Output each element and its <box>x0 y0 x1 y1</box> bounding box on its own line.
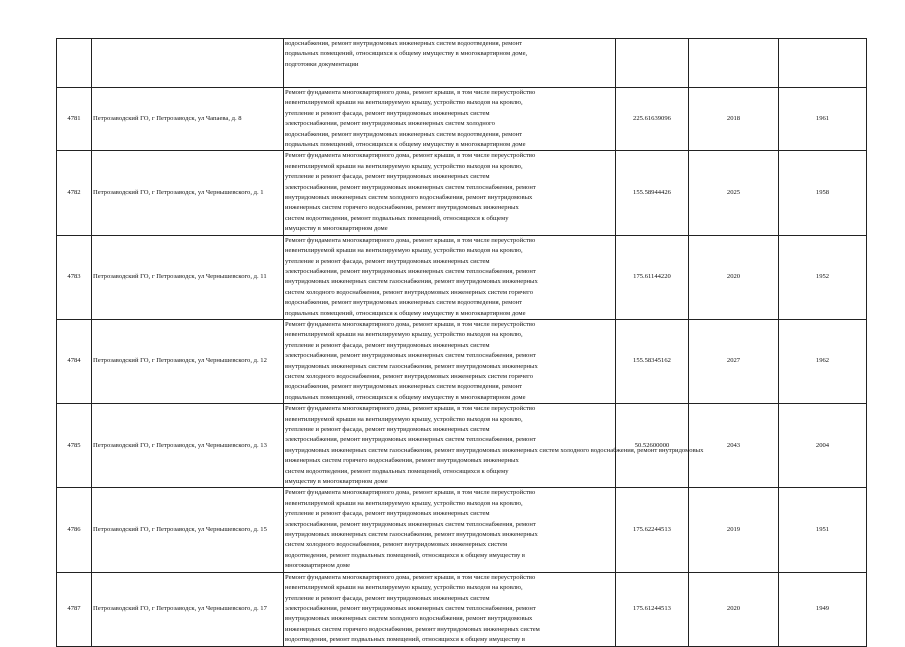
works-line: утепление и ремонт фасада, ремонт внутридомовых инженерных систем <box>285 341 490 349</box>
works-line: внутридомовых инженерных систем холодного водоснабжения, ремонт внутридомовых <box>285 615 533 623</box>
row-works <box>284 39 616 88</box>
table-row <box>57 319 867 403</box>
row-repair-year: 2020 <box>689 235 779 319</box>
works-line: электроснабжения, ремонт внутридомовых инженерных систем теплоснабжения, ремонт <box>285 436 536 444</box>
row-repair-year: 2043 <box>689 404 779 488</box>
works-line: Ремонт фундамента многоквартирного дома, ремонт крыши, в том числе переустройство <box>285 89 536 96</box>
works-line: подвальных помещений, относящихся к общему имуществу в многоквартирном доме <box>285 393 526 401</box>
row-address: Петрозаводский ГО, г Петрозаводск, ул Чернышевского, д. 1 <box>92 151 284 235</box>
works-line: невентилируемой крыши на вентилируемую крышу, устройство выходов на кровлю, <box>285 499 523 507</box>
works-line: Ремонт фундамента многоквартирного дома, ремонт крыши, в том числе переустройство <box>285 236 536 244</box>
row-works <box>284 319 616 403</box>
row-cost: 225.61639096 <box>616 88 689 151</box>
row-repair-year: 2019 <box>689 488 779 572</box>
row-build-year: 1961 <box>779 88 867 151</box>
row-repair-year: 2027 <box>689 319 779 403</box>
works-line: невентилируемой крыши на вентилируемую крышу, устройство выходов на кровлю, <box>285 247 523 255</box>
works-line: многоквартирном доме <box>285 562 351 570</box>
works-line: систем холодного водоснабжения, ремонт внутридомовых инженерных систем <box>285 541 508 549</box>
works-line: внутридомовых инженерных систем газоснабжения, ремонт внутридомовых инженерных систем холодного водоснабжения, ремонт внутридомовых <box>285 446 704 454</box>
row-address: Петрозаводский ГО, г Петрозаводск, ул Чернышевского, д. 15 <box>92 488 284 572</box>
works-line: электроснабжения, ремонт внутридомовых инженерных систем теплоснабжения, ремонт <box>285 267 536 275</box>
works-line: водоотведения, ремонт подвальных помещений, относящихся к общему имуществу в <box>285 636 526 644</box>
table-row <box>57 151 867 235</box>
works-line: водоснабжения, ремонт внутридомовых инженерных систем водоотведения, ремонт <box>285 383 523 391</box>
row-build-year: 1951 <box>779 488 867 572</box>
row-address: Петрозаводский ГО, г Петрозаводск, ул Чапаева, д. 8 <box>92 88 284 151</box>
works-line: систем холодного водоснабжения, ремонт внутридомовых инженерных систем горячего <box>285 288 534 296</box>
row-number: 4782 <box>57 151 92 235</box>
table-row <box>57 235 867 319</box>
row-address: Петрозаводский ГО, г Петрозаводск, ул Чернышевского, д. 13 <box>92 404 284 488</box>
works-line: инженерных систем горячего водоснабжения, ремонт внутридомовых инженерных <box>285 457 519 465</box>
row-number <box>57 39 92 88</box>
row-works <box>284 235 616 319</box>
table-row <box>57 404 867 488</box>
works-line: систем холодного водоснабжения, ремонт внутридомовых инженерных систем горячего <box>285 372 534 380</box>
works-line: электроснабжения, ремонт внутридомовых инженерных систем теплоснабжения, ремонт <box>285 352 536 360</box>
works-line: утепление и ремонт фасада, ремонт внутридомовых инженерных систем <box>285 257 490 265</box>
row-number: 4787 <box>57 572 92 646</box>
row-number: 4781 <box>57 88 92 151</box>
row-works <box>284 151 616 235</box>
capital-repair-table <box>56 38 867 647</box>
row-build-year <box>779 39 867 88</box>
row-number: 4783 <box>57 235 92 319</box>
works-line: водоотведения, ремонт подвальных помещений, относящихся к общему имуществу в <box>285 551 526 559</box>
row-number: 4786 <box>57 488 92 572</box>
row-repair-year: 2025 <box>689 151 779 235</box>
works-line: внутридомовых инженерных систем газоснабжения, ремонт внутридомовых инженерных <box>285 362 538 370</box>
table-row <box>57 88 867 151</box>
works-line: утепление и ремонт фасада, ремонт внутридомовых инженерных систем <box>285 109 490 117</box>
works-line: утепление и ремонт фасада, ремонт внутридомовых инженерных систем <box>285 426 490 433</box>
works-line: Ремонт фундамента многоквартирного дома, ремонт крыши, в том числе переустройство <box>285 489 536 497</box>
row-number: 4785 <box>57 404 92 488</box>
works-line: электроснабжения, ремонт внутридомовых инженерных систем холодного <box>285 120 495 128</box>
works-line: невентилируемой крыши на вентилируемую крышу, устройство выходов на кровлю, <box>285 415 523 423</box>
row-cost <box>616 39 689 88</box>
works-line: утепление и ремонт фасада, ремонт внутридомовых инженерных систем <box>285 594 490 602</box>
works-line: внутридомовых инженерных систем газоснабжения, ремонт внутридомовых инженерных <box>285 531 538 539</box>
row-repair-year: 2020 <box>689 572 779 646</box>
table-row <box>57 39 867 88</box>
works-line: электроснабжения, ремонт внутридомовых инженерных систем теплоснабжения, ремонт <box>285 520 536 528</box>
works-line: внутридомовых инженерных систем газоснабжения, ремонт внутридомовых инженерных <box>285 278 538 286</box>
row-build-year: 1952 <box>779 235 867 319</box>
works-line: утепление и ремонт фасада, ремонт внутридомовых инженерных систем <box>285 510 490 518</box>
works-line: невентилируемой крыши на вентилируемую крышу, устройство выходов на кровлю, <box>285 584 523 592</box>
works-line: имуществу в многоквартирном доме <box>285 478 388 486</box>
works-line: систем водоотведения, ремонт подвальных помещений, относящихся к общему <box>285 214 509 222</box>
table-row <box>57 572 867 646</box>
row-cost: 155.58944426 <box>616 151 689 235</box>
works-line: внутридомовых инженерных систем холодного водоснабжения, ремонт внутридомовых <box>285 194 533 202</box>
row-cost: 175.61144220 <box>616 235 689 319</box>
works-line: невентилируемой крыши на вентилируемую крышу, устройство выходов на кровлю, <box>285 162 523 170</box>
row-works <box>284 488 616 572</box>
row-build-year: 2004 <box>779 404 867 488</box>
works-line: подвальных помещений, относящихся к общему имуществу в многоквартирном доме <box>285 309 526 317</box>
works-line: инженерных систем горячего водоснабжения, ремонт внутридомовых инженерных <box>285 204 519 212</box>
row-address <box>92 39 284 88</box>
row-cost: 50.52600000 <box>616 404 689 488</box>
row-build-year: 1958 <box>779 151 867 235</box>
row-cost: 175.61244513 <box>616 572 689 646</box>
works-line: Ремонт фундамента многоквартирного дома, ремонт крыши, в том числе переустройство <box>285 405 536 413</box>
works-line: систем водоотведения, ремонт подвальных помещений, относящихся к общему <box>285 467 509 475</box>
row-number: 4784 <box>57 319 92 403</box>
works-line: электроснабжения, ремонт внутридомовых инженерных систем теплоснабжения, ремонт <box>285 604 536 612</box>
row-address: Петрозаводский ГО, г Петрозаводск, ул Чернышевского, д. 11 <box>92 235 284 319</box>
works-line: инженерных систем горячего водоснабжения, ремонт внутридомовых инженерных систем <box>285 625 540 633</box>
row-works <box>284 88 616 151</box>
works-line: подготовки документации <box>285 60 359 68</box>
works-line: невентилируемой крыши на вентилируемую крышу, устройство выходов на кровлю, <box>285 331 523 339</box>
works-line: электроснабжения, ремонт внутридомовых инженерных систем теплоснабжения, ремонт <box>285 183 536 191</box>
row-address: Петрозаводский ГО, г Петрозаводск, ул Чернышевского, д. 17 <box>92 572 284 646</box>
row-build-year: 1962 <box>779 319 867 403</box>
works-line: водоснабжения, ремонт внутридомовых инженерных систем водоотведения, ремонт <box>285 299 523 307</box>
row-cost: 175.62244513 <box>616 488 689 572</box>
row-cost: 155.58345162 <box>616 319 689 403</box>
works-line: водоснабжения, ремонт внутридомовых инженерных систем водоотведения, ремонт <box>285 40 523 47</box>
works-line: Ремонт фундамента многоквартирного дома, ремонт крыши, в том числе переустройство <box>285 320 536 328</box>
row-address: Петрозаводский ГО, г Петрозаводск, ул Чернышевского, д. 12 <box>92 319 284 403</box>
works-line: водоснабжения, ремонт внутридомовых инженерных систем водоотведения, ремонт <box>285 130 523 138</box>
works-line: Ремонт фундамента многоквартирного дома, ремонт крыши, в том числе переустройство <box>285 152 536 160</box>
works-line: Ремонт фундамента многоквартирного дома, ремонт крыши, в том числе переустройство <box>285 573 536 581</box>
works-line: подвальных помещений, относящихся к общему имуществу в многоквартирном доме <box>285 141 526 149</box>
works-line: утепление и ремонт фасада, ремонт внутридомовых инженерных систем <box>285 173 490 181</box>
row-repair-year: 2018 <box>689 88 779 151</box>
row-works <box>284 572 616 646</box>
row-repair-year <box>689 39 779 88</box>
table-row <box>57 488 867 572</box>
row-build-year: 1949 <box>779 572 867 646</box>
works-line: имуществу в многоквартирном доме <box>285 225 388 233</box>
works-line: подвальных помещений, относящихся к общему имуществу в многоквартирном доме, <box>285 50 528 58</box>
works-line: невентилируемой крыши на вентилируемую крышу, устройство выходов на кровлю, <box>285 99 523 107</box>
